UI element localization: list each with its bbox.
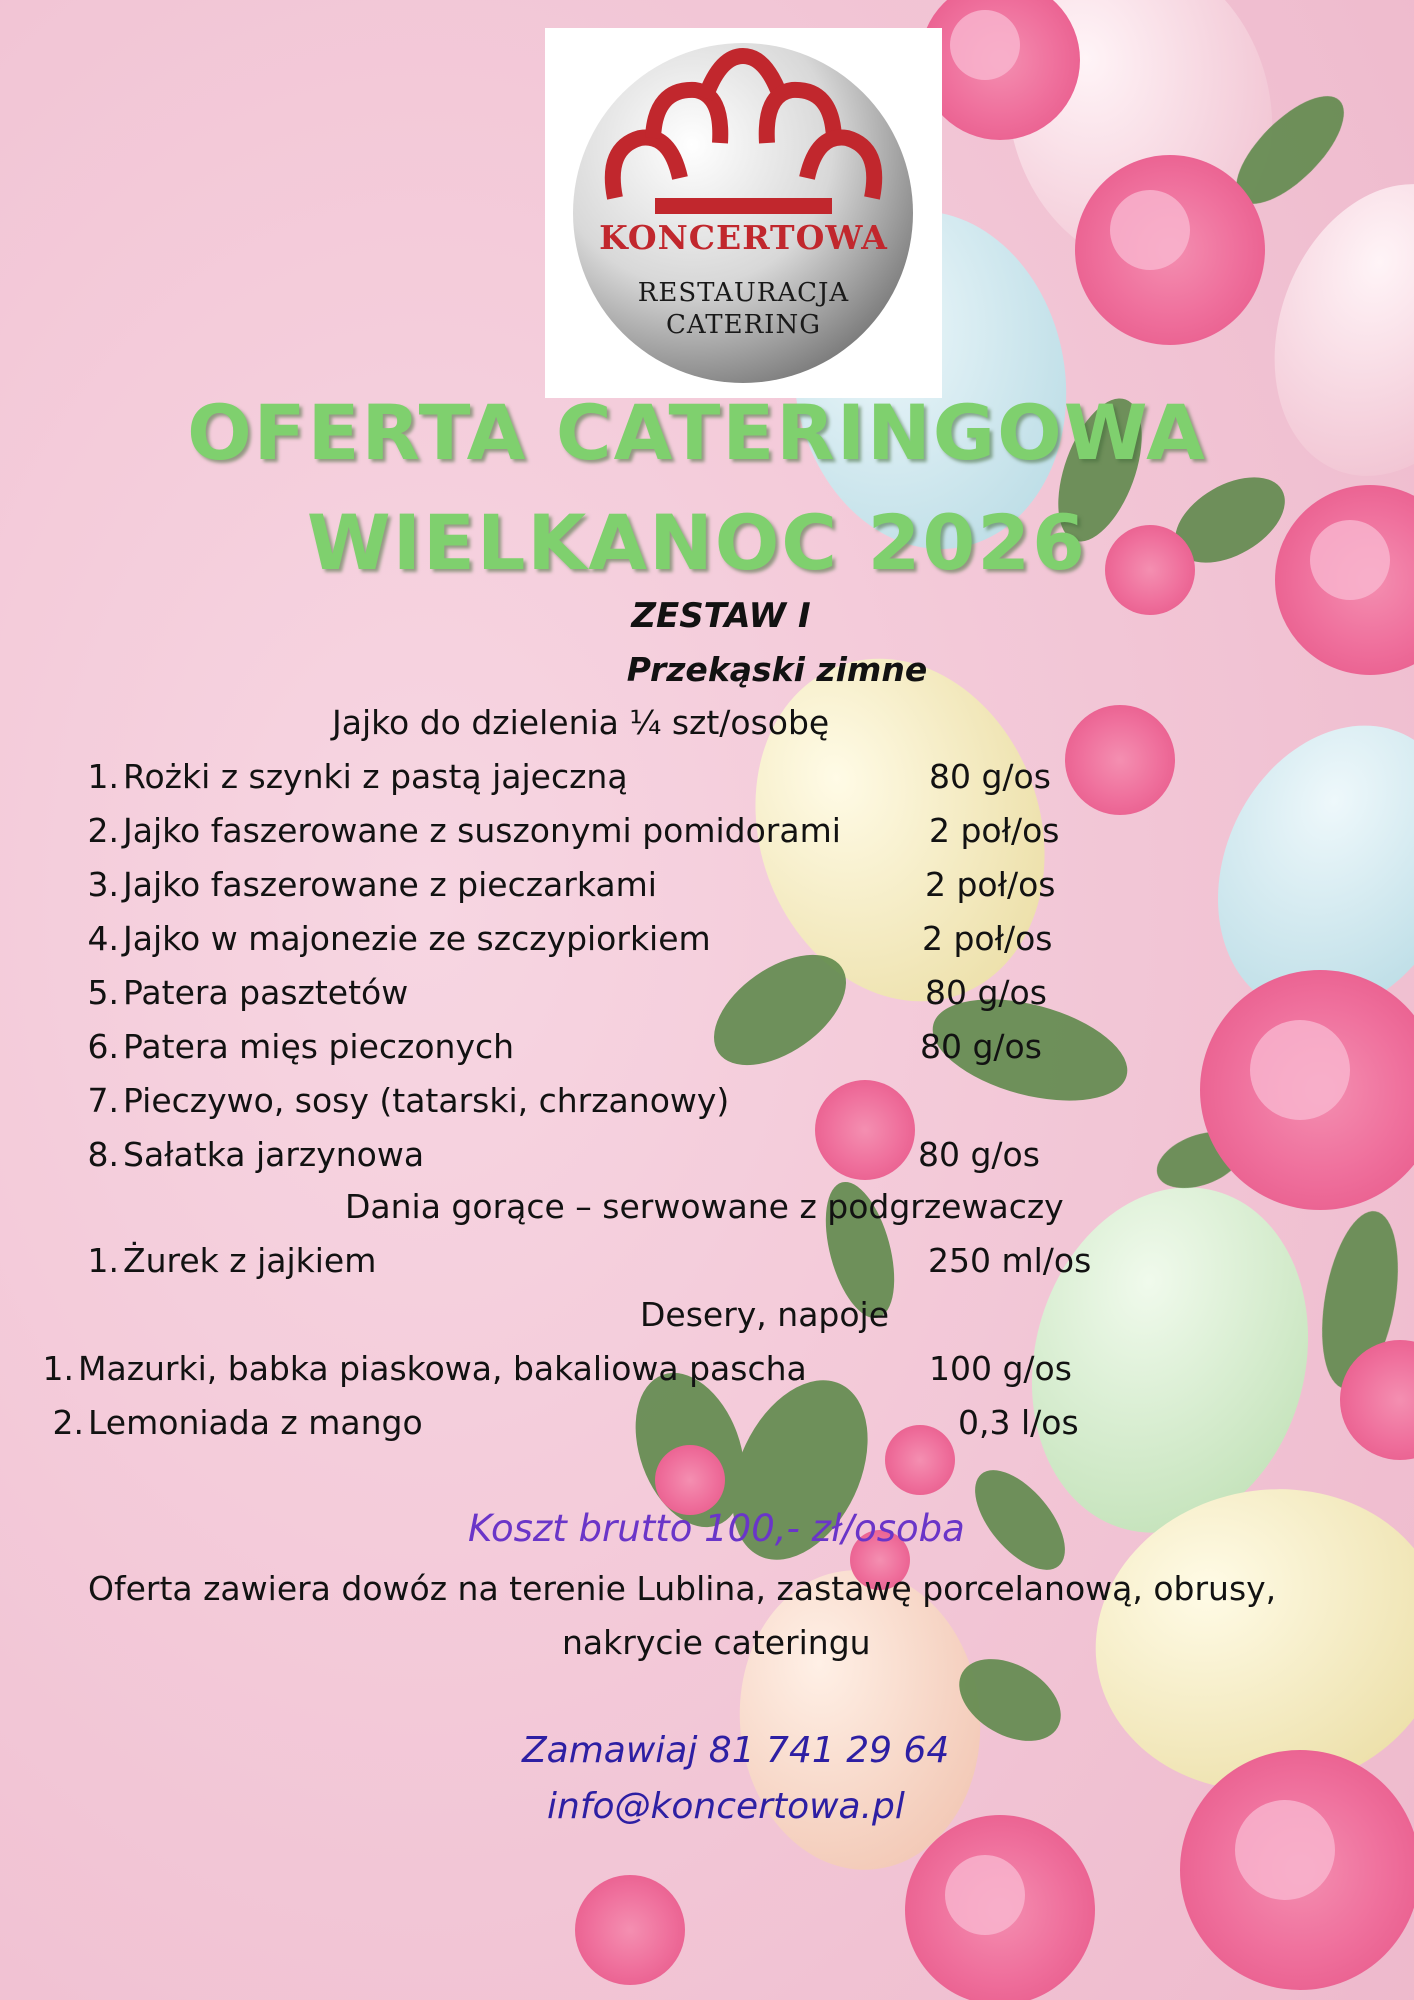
menu-item-qty: 80 g/os: [920, 1027, 1042, 1066]
menu-item-name: Pieczywo, sosy (tatarski, chrzanowy): [123, 1081, 730, 1120]
menu-item: [87, 1081, 730, 1121]
menu-item: [87, 865, 657, 905]
set-name: ZESTAW I: [631, 596, 811, 636]
menu-item-name: Patera pasztetów: [123, 973, 409, 1012]
menu-item-number: 3.: [87, 865, 119, 904]
logo-brand: KONCERTOWA: [599, 218, 888, 257]
menu-item-name: Mazurki, babka piaskowa, bakaliowa pascha: [78, 1349, 807, 1388]
menu-item-name: Jajko faszerowane z suszonymi pomidorami: [123, 811, 841, 850]
menu-item: [42, 1349, 807, 1389]
logo-line-catering: CATERING: [666, 310, 821, 340]
restaurant-logo: [545, 28, 942, 398]
menu-item: [87, 1027, 515, 1067]
menu-item-number: 4.: [87, 919, 119, 958]
menu-item-number: 5.: [87, 973, 119, 1012]
menu-item-name: Sałatka jarzynowa: [123, 1135, 425, 1174]
menu-item-number: 2.: [87, 811, 119, 850]
menu-item-qty: 2 poł/os: [925, 865, 1056, 904]
menu-item-qty: 100 g/os: [929, 1349, 1072, 1388]
menu-item-number: 2.: [52, 1403, 84, 1442]
menu-item: [87, 1241, 377, 1281]
section-heading-desserts: Desery, napoje: [640, 1295, 890, 1334]
order-phone[interactable]: Zamawiaj 81 741 29 64: [522, 1730, 950, 1771]
menu-item: [87, 1135, 425, 1175]
menu-item-name: Żurek z jajkiem: [123, 1241, 377, 1280]
menu-item: [87, 811, 841, 851]
section-heading-hot: Dania gorące – serwowane z podgrzewaczy: [345, 1187, 1064, 1226]
menu-item-number: 1.: [87, 757, 119, 796]
menu-item: [87, 973, 409, 1013]
menu-item: [87, 919, 711, 959]
menu-item-qty: 250 ml/os: [928, 1241, 1092, 1280]
menu-item: [87, 757, 628, 797]
menu-item-name: Jajko faszerowane z pieczarkami: [123, 865, 657, 904]
menu-item-name: Patera mięs pieczonych: [123, 1027, 515, 1066]
offer-note-line-2: nakrycie cateringu: [562, 1623, 871, 1662]
menu-item-qty: 0,3 l/os: [958, 1403, 1079, 1442]
page-title-line-2: WIELKANOC 2026: [306, 498, 1088, 587]
egg-note: Jajko do dzielenia ¼ szt/osobę: [332, 703, 830, 742]
menu-item: [52, 1403, 423, 1443]
menu-item-qty: 80 g/os: [925, 973, 1047, 1012]
contact-email-link[interactable]: info@koncertowa.pl: [547, 1786, 905, 1827]
menu-item-qty: 80 g/os: [929, 757, 1051, 796]
offer-note-line-1: Oferta zawiera dowóz na terenie Lublina, zastawę porcelanową, obrusy,: [88, 1569, 1277, 1608]
menu-item-number: 8.: [87, 1135, 119, 1174]
section-heading-cold: Przekąski zimne: [626, 650, 928, 689]
logo-line-restauracja: RESTAURACJA: [637, 278, 850, 308]
menu-item-name: Rożki z szynki z pastą jajeczną: [123, 757, 628, 796]
menu-item-number: 1.: [87, 1241, 119, 1280]
menu-item-number: 1.: [42, 1349, 74, 1388]
menu-item-name: Jajko w majonezie ze szczypiorkiem: [123, 919, 711, 958]
menu-item-number: 7.: [87, 1081, 119, 1120]
menu-item-qty: 80 g/os: [918, 1135, 1040, 1174]
page-title-line-1: OFERTA CATERINGOWA: [187, 388, 1207, 477]
menu-item-number: 6.: [87, 1027, 119, 1066]
menu-item-name: Lemoniada z mango: [88, 1403, 423, 1442]
price-per-person: Koszt brutto 100,- zł/osoba: [468, 1507, 965, 1550]
menu-item-qty: 2 poł/os: [922, 919, 1053, 958]
menu-item-qty: 2 poł/os: [929, 811, 1060, 850]
